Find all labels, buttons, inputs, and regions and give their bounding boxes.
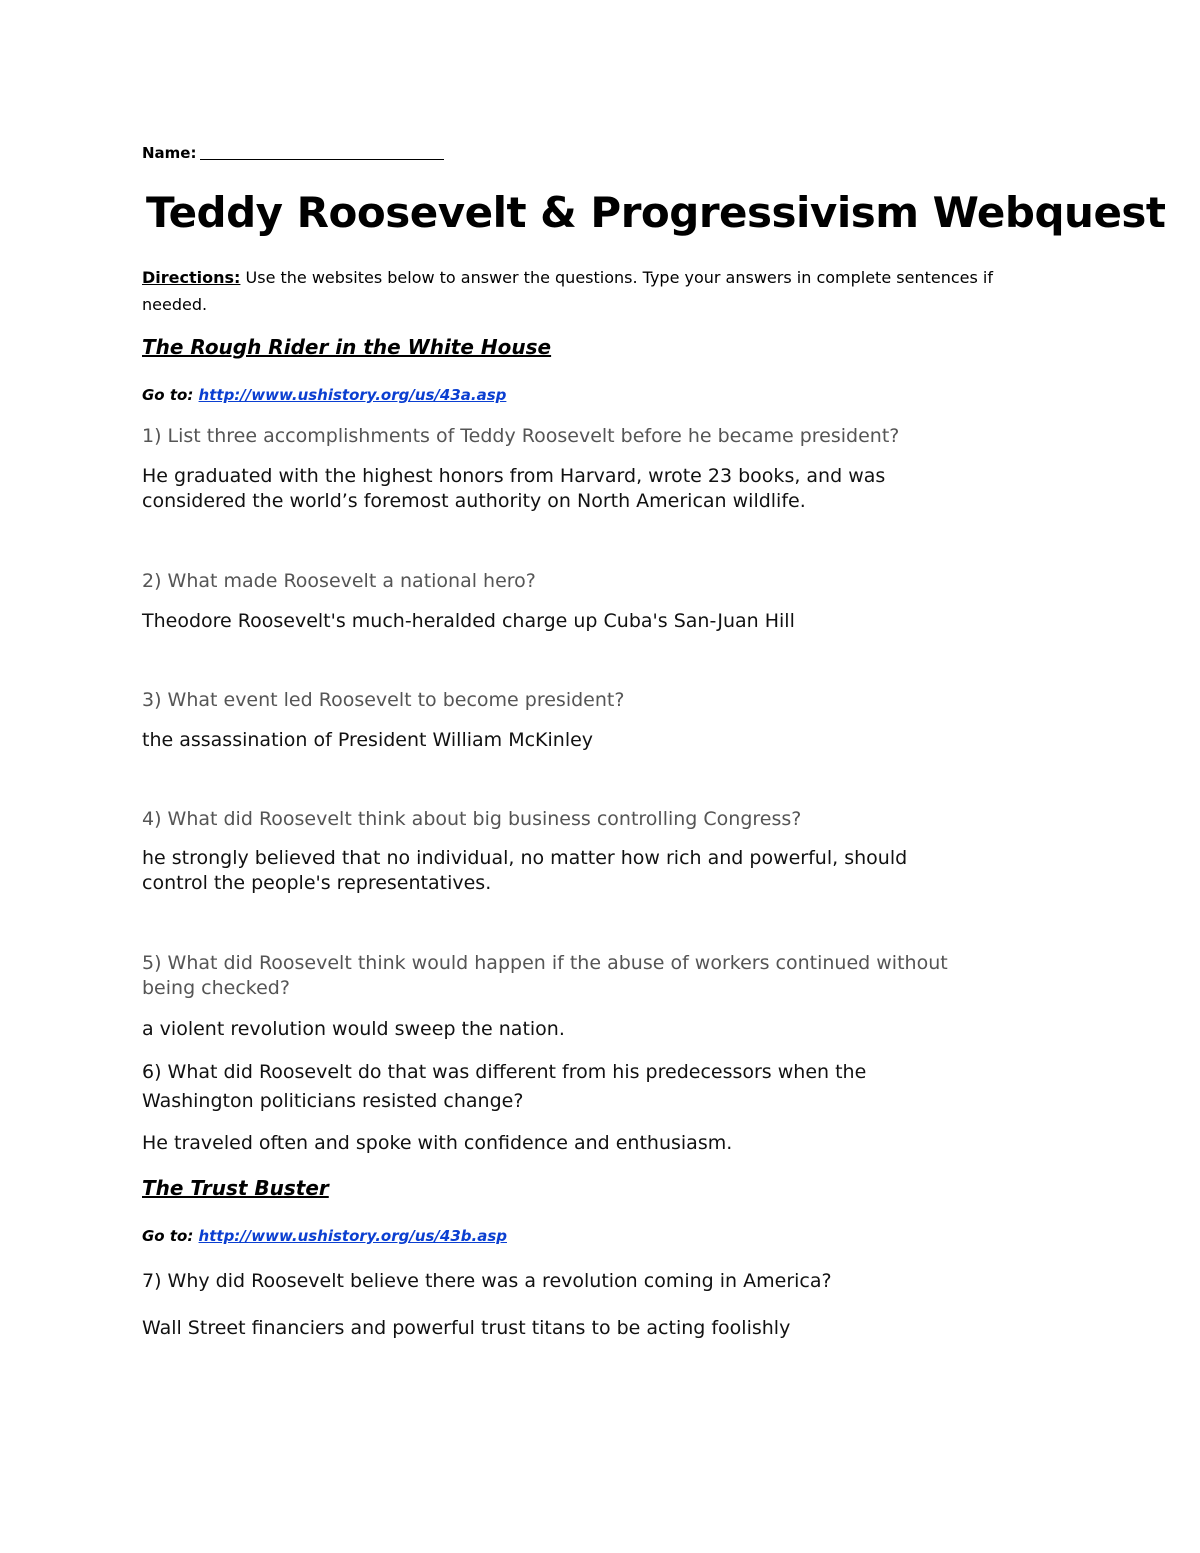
goto-label: Go to: <box>142 386 199 404</box>
question-1: 1) List three accomplishments of Teddy Roosevelt before he became president? <box>142 425 900 447</box>
section-heading-rough-rider: The Rough Rider in the White House <box>142 335 552 359</box>
directions <box>142 264 1022 318</box>
name-blank-line[interactable] <box>200 159 444 160</box>
ushistory-link-43a[interactable]: http://www.ushistory.org/us/43a.asp <box>198 386 507 404</box>
goto-line-2 <box>142 1227 507 1245</box>
ushistory-link-43b[interactable]: http://www.ushistory.org/us/43b.asp <box>198 1227 507 1245</box>
directions-text: Use the websites below to answer the questions. Type your answers in complete sentences if needed. <box>142 268 993 314</box>
page-title: Teddy Roosevelt & Progressivism Webquest <box>146 188 1166 237</box>
question-5-line-1: 5) What did Roosevelt think would happen if the abuse of workers continued without <box>142 952 948 974</box>
question-6-line-2: Washington politicians resisted change? <box>142 1090 524 1112</box>
directions-label: Directions: <box>142 268 241 287</box>
question-5-line-2: being checked? <box>142 977 290 999</box>
question-3: 3) What event led Roosevelt to become president? <box>142 689 625 711</box>
question-2: 2) What made Roosevelt a national hero? <box>142 570 536 592</box>
question-4: 4) What did Roosevelt think about big business controlling Congress? <box>142 808 802 830</box>
answer-6: He traveled often and spoke with confidence and enthusiasm. <box>142 1132 733 1154</box>
section-heading-trust-buster: The Trust Buster <box>142 1176 329 1200</box>
question-6-line-1: 6) What did Roosevelt do that was different from his predecessors when the <box>142 1061 867 1083</box>
answer-7: Wall Street financiers and powerful trust titans to be acting foolishly <box>142 1317 791 1339</box>
question-7: 7) Why did Roosevelt believe there was a revolution coming in America? <box>142 1270 832 1292</box>
goto-label: Go to: <box>142 1227 199 1245</box>
answer-5: a violent revolution would sweep the nation. <box>142 1018 565 1040</box>
answer-1-line-2: considered the world’s foremost authority on North American wildlife. <box>142 490 806 512</box>
answer-3: the assassination of President William McKinley <box>142 729 594 751</box>
answer-4-line-2: control the people's representatives. <box>142 872 492 894</box>
answer-2: Theodore Roosevelt's much-heralded charge up Cuba's San-Juan Hill <box>142 610 795 632</box>
name-label: Name: <box>142 144 197 162</box>
goto-line-1 <box>142 386 506 404</box>
answer-4-line-1: he strongly believed that no individual, no matter how rich and powerful, should <box>142 847 908 869</box>
answer-1-line-1: He graduated with the highest honors from Harvard, wrote 23 books, and was <box>142 465 886 487</box>
